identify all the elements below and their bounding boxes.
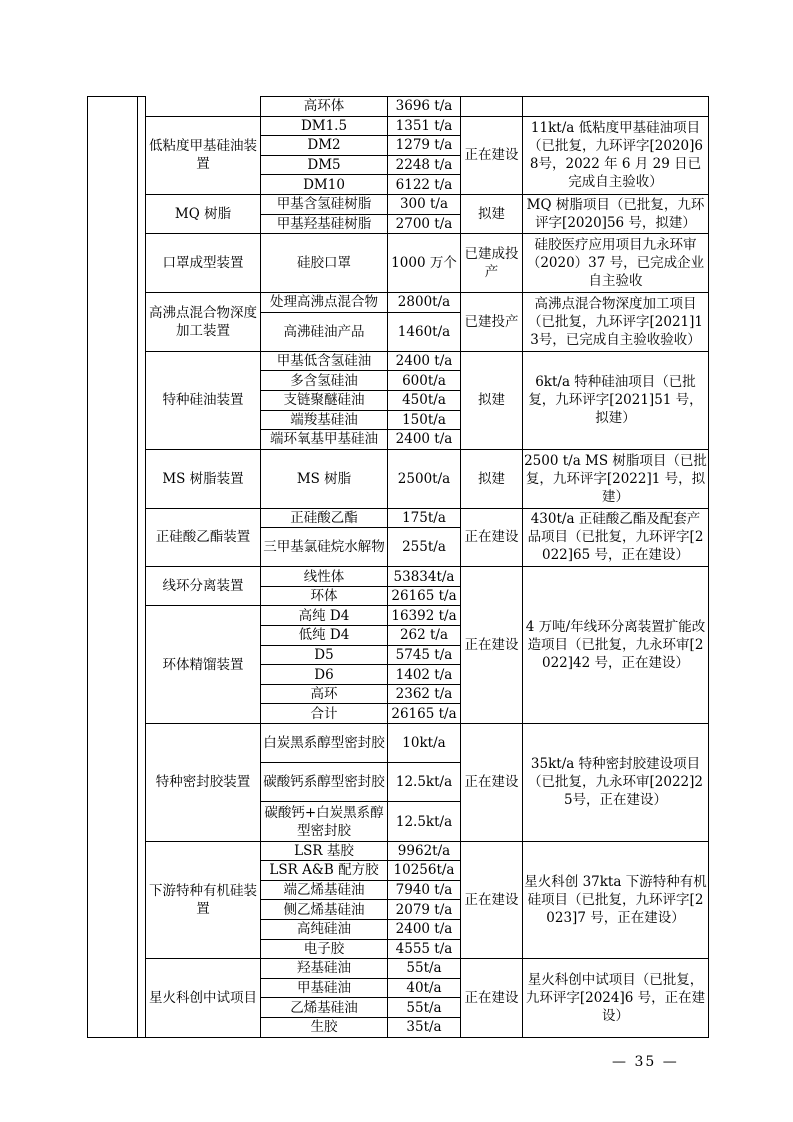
capacity-cell: 1000 万个	[388, 234, 461, 293]
desc-cell: 4 万吨/年线环分离装置扩能改造项目（已批复，九永环审[2022]42 号，正在建设）	[523, 567, 709, 724]
status-cell: 正在建设	[461, 508, 523, 567]
product-cell: DM5	[261, 155, 388, 175]
product-cell: 处理高沸点混合物	[261, 292, 388, 312]
table-row	[88, 292, 709, 312]
capacity-cell: 1351 t/a	[388, 116, 461, 136]
product-cell: DM10	[261, 175, 388, 195]
device-cell: 线环分离装置	[146, 567, 261, 606]
capacity-cell: 16392 t/a	[388, 606, 461, 626]
page-number: — 35 —	[612, 1054, 679, 1070]
status-cell: 拟建	[461, 351, 523, 449]
device-cell: MQ 树脂	[146, 194, 261, 233]
status-cell: 正在建设	[461, 724, 523, 842]
product-cell: 侧乙烯基硅油	[261, 900, 388, 920]
product-cell: 端羧基硅油	[261, 410, 388, 430]
desc-cell: 硅胶医疗应用项目九永环审（2020）37 号，已完成企业自主验收	[523, 234, 709, 293]
capacity-cell: 12.5kt/a	[388, 802, 461, 841]
left-blank-column	[88, 97, 138, 1038]
product-cell: 低纯 D4	[261, 626, 388, 646]
device-cell: MS 树脂装置	[146, 449, 261, 508]
product-cell: 正硅酸乙酯	[261, 508, 388, 528]
status-cell: 正在建设	[461, 841, 523, 959]
table-row	[88, 97, 709, 117]
capacity-cell: 40t/a	[388, 978, 461, 998]
product-cell: 端环氧基甲基硅油	[261, 430, 388, 450]
product-cell: LSR A&B 配方胶	[261, 861, 388, 881]
capacity-cell: 2800t/a	[388, 292, 461, 312]
product-cell: 碳酸钙系醇型密封胶	[261, 763, 388, 802]
table-row	[88, 116, 709, 136]
table-row	[88, 234, 709, 293]
table-row	[88, 959, 709, 979]
capacity-cell: 2400 t/a	[388, 351, 461, 371]
device-cell	[146, 97, 261, 117]
status-cell: 正在建设	[461, 116, 523, 194]
capacity-cell: 2500t/a	[388, 449, 461, 508]
device-cell: 正硅酸乙酯装置	[146, 508, 261, 567]
capacity-cell: 2248 t/a	[388, 155, 461, 175]
product-cell: D6	[261, 665, 388, 685]
capacity-cell: 2400 t/a	[388, 919, 461, 939]
product-cell: 多含氢硅油	[261, 371, 388, 391]
product-cell: 支链聚醚硅油	[261, 390, 388, 410]
capacity-cell: 55t/a	[388, 998, 461, 1018]
product-cell: 硅胶口罩	[261, 234, 388, 293]
desc-cell: 2500 t/a MS 树脂项目（已批复，九环评字[2022]1 号，拟建）	[523, 449, 709, 508]
table-row	[88, 351, 709, 371]
status-cell: 已建投产	[461, 292, 523, 351]
capacity-cell: 175t/a	[388, 508, 461, 528]
product-cell: 碳酸钙+白炭黑系醇型密封胶	[261, 802, 388, 841]
product-cell: LSR 基胶	[261, 841, 388, 861]
capacity-cell: 10256t/a	[388, 861, 461, 881]
capacity-cell: 35t/a	[388, 1017, 461, 1037]
capacity-cell: 2362 t/a	[388, 684, 461, 704]
product-cell: 甲基硅油	[261, 978, 388, 998]
product-cell: 高纯 D4	[261, 606, 388, 626]
desc-cell: MQ 树脂项目（已批复，九环评字[2020]56 号，拟建）	[523, 194, 709, 233]
status-cell: 拟建	[461, 449, 523, 508]
capacity-cell: 53834t/a	[388, 567, 461, 587]
product-cell: 电子胶	[261, 939, 388, 959]
product-cell: 甲基低含氢硅油	[261, 351, 388, 371]
capacity-cell: 1460t/a	[388, 312, 461, 351]
desc-cell: 6kt/a 特种硅油项目（已批复，九环评字[2021]51 号，拟建）	[523, 351, 709, 449]
capacity-cell: 6122 t/a	[388, 175, 461, 195]
table-row	[88, 508, 709, 528]
capacity-cell: 3696 t/a	[388, 97, 461, 117]
capacity-cell: 300 t/a	[388, 194, 461, 214]
capacity-cell: 150t/a	[388, 410, 461, 430]
status-cell: 正在建设	[461, 959, 523, 1037]
product-cell: 高沸硅油产品	[261, 312, 388, 351]
left-narrow-column	[138, 97, 146, 1038]
capacity-cell: 1279 t/a	[388, 136, 461, 156]
capacity-cell: 5745 t/a	[388, 645, 461, 665]
desc-cell: 星火科创中试项目（已批复，九环评字[2024]6 号，正在建设）	[523, 959, 709, 1037]
product-cell: 乙烯基硅油	[261, 998, 388, 1018]
product-cell: 合计	[261, 704, 388, 724]
product-cell: 三甲基氯硅烷水解物	[261, 528, 388, 567]
capacity-cell: 10kt/a	[388, 724, 461, 763]
status-cell: 已建成投产	[461, 234, 523, 293]
device-cell: 特种密封胶装置	[146, 724, 261, 842]
capacity-cell: 4555 t/a	[388, 939, 461, 959]
product-cell: DM2	[261, 136, 388, 156]
capacity-cell: 450t/a	[388, 390, 461, 410]
capacity-cell: 2079 t/a	[388, 900, 461, 920]
product-cell: MS 树脂	[261, 449, 388, 508]
table-row	[88, 841, 709, 861]
product-cell: 白炭黑系醇型密封胶	[261, 724, 388, 763]
device-cell: 环体精馏装置	[146, 606, 261, 724]
device-cell: 口罩成型装置	[146, 234, 261, 293]
device-cell: 低粘度甲基硅油装置	[146, 116, 261, 194]
device-cell: 星火科创中试项目	[146, 959, 261, 1037]
product-cell: DM1.5	[261, 116, 388, 136]
capacity-cell: 1402 t/a	[388, 665, 461, 685]
device-cell: 下游特种有机硅装置	[146, 841, 261, 959]
capacity-cell: 12.5kt/a	[388, 763, 461, 802]
capacity-cell: 262 t/a	[388, 626, 461, 646]
device-cell: 高沸点混合物深度加工装置	[146, 292, 261, 351]
table-row	[88, 567, 709, 587]
product-cell: 线性体	[261, 567, 388, 587]
status-cell: 正在建设	[461, 567, 523, 724]
desc-cell	[523, 97, 709, 117]
product-cell: 生胶	[261, 1017, 388, 1037]
desc-cell: 高沸点混合物深度加工项目（已批复，九环评字[2021]13号，已完成自主验收验收）	[523, 292, 709, 351]
product-cell: 环体	[261, 586, 388, 606]
capacity-cell: 26165 t/a	[388, 704, 461, 724]
capacity-cell: 2700 t/a	[388, 214, 461, 234]
desc-cell: 11kt/a 低粘度甲基硅油项目（已批复，九环评字[2020]68号，2022 年 6 月 29 日已完成自主验收）	[523, 116, 709, 194]
product-cell: 羟基硅油	[261, 959, 388, 979]
table-row	[88, 724, 709, 763]
capacity-cell: 7940 t/a	[388, 880, 461, 900]
project-table	[87, 96, 709, 1038]
capacity-cell: 600t/a	[388, 371, 461, 391]
device-cell: 特种硅油装置	[146, 351, 261, 449]
product-cell: 高环	[261, 684, 388, 704]
capacity-cell: 255t/a	[388, 528, 461, 567]
status-cell	[461, 97, 523, 117]
capacity-cell: 55t/a	[388, 959, 461, 979]
capacity-cell: 2400 t/a	[388, 430, 461, 450]
product-cell: D5	[261, 645, 388, 665]
product-cell: 高环体	[261, 97, 388, 117]
desc-cell: 430t/a 正硅酸乙酯及配套产品项目（已批复，九环评字[2022]65 号，正在建设）	[523, 508, 709, 567]
capacity-cell: 26165 t/a	[388, 586, 461, 606]
capacity-cell: 9962t/a	[388, 841, 461, 861]
status-cell: 拟建	[461, 194, 523, 233]
table-row	[88, 194, 709, 214]
desc-cell: 星火科创 37kta 下游特种有机硅项目（已批复，九环评字[2023]7 号，正在建设）	[523, 841, 709, 959]
product-cell: 端乙烯基硅油	[261, 880, 388, 900]
desc-cell: 35kt/a 特种密封胶建设项目（已批复，九永环审[2022]25号，正在建设）	[523, 724, 709, 842]
product-cell: 甲基含氢硅树脂	[261, 194, 388, 214]
table-row	[88, 449, 709, 508]
product-cell: 高纯硅油	[261, 919, 388, 939]
product-cell: 甲基羟基硅树脂	[261, 214, 388, 234]
